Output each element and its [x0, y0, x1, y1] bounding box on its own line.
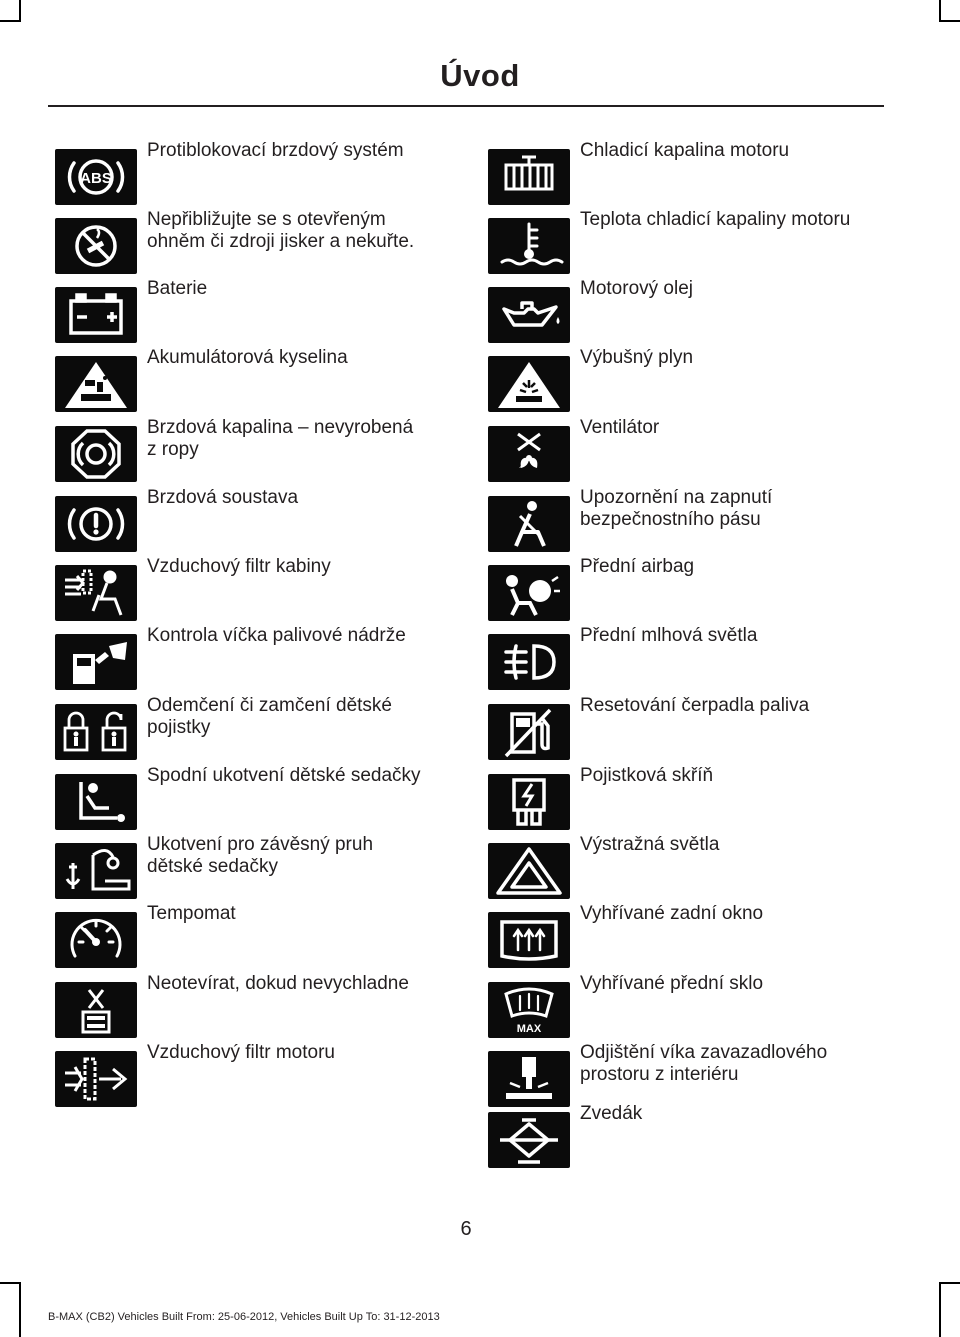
symbol-label: Pojistková skříň: [580, 765, 714, 786]
title-divider: [48, 105, 884, 107]
symbol-label: Vzduchový filtr kabiny: [147, 556, 331, 577]
heated-rear-window-icon: [488, 912, 570, 968]
crop-mark-bottom-right-h: [940, 1282, 960, 1284]
symbol-label: Odjištění víka zavazadlového prostoru z interiéru: [580, 1042, 828, 1085]
cabin-air-filter-icon: [55, 565, 137, 621]
child-seat-lower-anchor-icon: [55, 774, 137, 830]
fan-warning-icon: [488, 426, 570, 482]
symbol-label: Motorový olej: [580, 278, 693, 299]
symbol-label: Chladicí kapalina motoru: [580, 140, 790, 161]
symbol-label: Výstražná světla: [580, 834, 720, 855]
front-airbag-icon: [488, 565, 570, 621]
symbol-label: Kontrola víčka palivové nádrže: [147, 625, 406, 646]
crop-mark-bottom-left: [19, 1282, 21, 1337]
battery-acid-icon: [55, 356, 137, 412]
coolant-temperature-icon: [488, 218, 570, 274]
footer-text: B-MAX (CB2) Vehicles Built From: 25-06-2012, Vehicles Built Up To: 31-12-2013: [48, 1311, 440, 1323]
symbol-label: Přední mlhová světla: [580, 625, 758, 646]
symbol-label: Výbušný plyn: [580, 347, 694, 368]
brake-system-icon: [55, 496, 137, 552]
symbol-label: Nepřibližujte se s otevřeným ohněm či zdroji jisker a nekuřte.: [147, 209, 415, 252]
symbol-label: Ukotvení pro závěsný pruh dětské sedačky: [147, 834, 374, 877]
page-number: 6: [460, 1218, 472, 1240]
page-title: Úvod: [440, 58, 520, 93]
symbol-label: Akumulátorová kyselina: [147, 347, 348, 368]
engine-air-filter-icon: [55, 1051, 137, 1107]
crop-mark-bottom-right: [939, 1282, 941, 1337]
crop-mark-top-right: [939, 0, 941, 22]
front-fog-lamps-icon: [488, 634, 570, 690]
engine-oil-icon: [488, 287, 570, 343]
symbol-label: Baterie: [147, 278, 208, 299]
symbol-label: Vzduchový filtr motoru: [147, 1042, 335, 1063]
engine-coolant-icon: [488, 149, 570, 205]
symbol-label: Brzdová kapalina – nevyrobená z ropy: [147, 417, 414, 460]
brake-fluid-icon: [55, 426, 137, 482]
crop-mark-top-left: [19, 0, 21, 22]
symbol-label: Spodní ukotvení dětské sedačky: [147, 765, 421, 786]
do-not-open-when-hot-icon: [55, 982, 137, 1038]
jack-icon: [488, 1112, 570, 1168]
svg-text:ABS: ABS: [80, 170, 112, 187]
seatbelt-reminder-icon: [488, 496, 570, 552]
hazard-warning-icon: [488, 843, 570, 899]
crop-mark-bottom-left-h: [0, 1282, 20, 1284]
interior-trunk-release-icon: [488, 1051, 570, 1107]
symbol-label: Neotevírat, dokud nevychladne: [147, 973, 409, 994]
crop-mark-top-left-h: [0, 20, 20, 22]
cruise-control-icon: [55, 912, 137, 968]
child-safety-lock-icon: [55, 704, 137, 760]
heated-windshield-icon: [488, 982, 570, 1038]
battery-icon: [55, 287, 137, 343]
symbol-label: Teplota chladicí kapaliny motoru: [580, 209, 851, 230]
fuse-box-icon: [488, 774, 570, 830]
symbol-label: Zvedák: [580, 1103, 643, 1124]
symbol-label: Ventilátor: [580, 417, 660, 438]
symbol-label: Protiblokovací brzdový systém: [147, 140, 404, 161]
abs-icon: [55, 149, 137, 205]
symbol-label: Upozornění na zapnutí bezpečnostního pásu: [580, 487, 773, 530]
symbol-label: Brzdová soustava: [147, 487, 299, 508]
symbol-label: Vyhřívané zadní okno: [580, 903, 764, 924]
child-seat-tether-anchor-icon: [55, 843, 137, 899]
symbol-label: Vyhřívané přední sklo: [580, 973, 764, 994]
fuel-cap-check-icon: [55, 634, 137, 690]
svg-text:MAX: MAX: [516, 1023, 542, 1035]
crop-mark-top-right-h: [940, 20, 960, 22]
symbol-label: Resetování čerpadla paliva: [580, 695, 810, 716]
symbol-label: Přední airbag: [580, 556, 695, 577]
explosive-gas-icon: [488, 356, 570, 412]
fuel-pump-reset-icon: [488, 704, 570, 760]
no-flame-no-smoking-icon: [55, 218, 137, 274]
symbol-label: Tempomat: [147, 903, 236, 924]
symbol-label: Odemčení či zamčení dětské pojistky: [147, 695, 392, 738]
